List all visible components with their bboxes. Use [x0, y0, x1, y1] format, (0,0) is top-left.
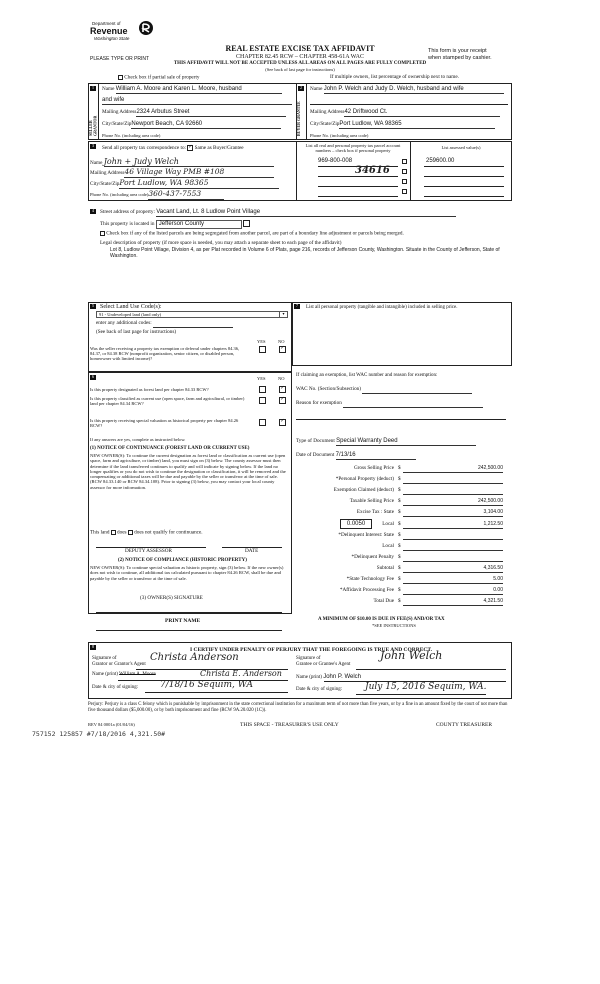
current-use-yes-checkbox[interactable] [259, 397, 266, 404]
tax-row-label: Excise Tax : State [356, 509, 394, 515]
certify-statement: I CERTIFY UNDER PENALTY OF PERJURY THAT THE FOREGOING IS TRUE AND CORRECT. [190, 647, 433, 653]
dollar-sign: $ [398, 543, 401, 549]
grantee-date-label: Date & city of signing: [296, 687, 343, 692]
tax-row-label: Taxable Selling Price [349, 498, 394, 504]
seller-mailing-row [102, 109, 292, 117]
tax-row-value[interactable]: 242,500.00 [403, 466, 503, 473]
land-use-select[interactable] [96, 311, 288, 318]
doc-type-value[interactable]: Special Warranty Deed [336, 438, 476, 446]
doc-type-label: Type of Document [296, 438, 335, 444]
forest-no-checkbox[interactable]: ✓ [280, 386, 285, 391]
dollar-sign: $ [398, 487, 401, 493]
reason-input[interactable] [343, 401, 483, 408]
section-3-number: 3 [92, 143, 94, 148]
current-use-no-checkbox[interactable]: ✓ [280, 397, 285, 402]
parcel-list-header: List all real and personal property tax parcel account numbers – check box if personal property [305, 143, 401, 154]
tax-row [296, 577, 506, 586]
tax-row [296, 466, 506, 475]
tax-row [296, 510, 506, 519]
tax-row [296, 544, 506, 553]
dollar-sign: $ [398, 509, 401, 515]
tax-row-label: Exemption Claimed (deduct) [333, 487, 394, 493]
grantee-sig-label2: Grantee or Grantee's Agent [296, 662, 351, 667]
seller-name-value[interactable]: William A. Moore and Karen L. Moore, husband [116, 86, 282, 94]
tax-row-label: Subtotal [376, 565, 394, 571]
personal-property-checkbox-2[interactable] [402, 169, 407, 174]
send-correspondence-label: Send all property tax correspondence to: [102, 145, 186, 152]
additional-codes-input[interactable] [153, 321, 233, 328]
tax-name-row [90, 157, 294, 167]
historic-yes-checkbox[interactable] [259, 419, 266, 426]
buyer-city-value[interactable]: Port Ludlow, WA 98365 [339, 121, 495, 129]
dollar-sign: $ [398, 465, 401, 471]
no-label-5: NO [278, 339, 285, 344]
deputy-date-label: DATE [245, 548, 259, 554]
located-row [100, 220, 250, 229]
forest-yes-checkbox[interactable] [259, 386, 266, 393]
see-back-header: (See back of last page for instructions) [265, 67, 335, 72]
dept-line3: Washington State [94, 36, 130, 41]
multiple-owners-note: If multiple owners, list percentage of ownership next to name. [330, 74, 459, 80]
tax-row [296, 588, 506, 597]
tax-row-value[interactable]: 242,500.00 [403, 499, 503, 506]
tax-row [296, 522, 506, 531]
tax-row-value[interactable]: 0.00 [403, 588, 503, 595]
buyer-name-row [310, 86, 510, 94]
tax-row-value[interactable]: 4,316.50 [403, 566, 503, 573]
notice2-body: NEW OWNER(S): To continue special valuation as historic property, sign (3) below. If the new owner(s) does not wish to continue, all additional tax calculated pursuant to chapter 84.26 RCW, shall be due and payable by the seller or transferor at the time of sale. [90, 565, 284, 581]
tax-row-value[interactable] [403, 533, 503, 540]
same-as-buyer-label: Same as Buyer/Grantee [194, 145, 244, 152]
please-type: PLEASE TYPE OR PRINT [90, 56, 150, 62]
local-rate-box[interactable]: 0.0050 [340, 519, 372, 529]
dept-line1: Department of [92, 21, 121, 26]
section-7-box [292, 302, 512, 366]
seller-name-label: Name [102, 86, 115, 92]
seller-mailing-label: Mailing Address [102, 109, 137, 115]
dollar-sign: $ [398, 576, 401, 582]
tax-row-value[interactable] [403, 555, 503, 562]
exemption-yes-checkbox[interactable] [259, 346, 266, 353]
receipt-note2: when stamped by cashier. [428, 55, 492, 61]
deputy-assessor-label: DEPUTY ASSESSOR [125, 548, 172, 554]
wac-input[interactable] [362, 387, 472, 394]
partial-sale-row [118, 75, 200, 82]
tax-row-label: *Personal Property (deduct) [335, 476, 394, 482]
buyer-side-label: BUYER GRANTEE [296, 101, 301, 136]
receipt-note1: This form is your receipt [428, 48, 487, 54]
land-use-dropdown-icon: ▾ [279, 312, 287, 317]
tax-row [296, 499, 506, 508]
doc-date-value[interactable]: 7/13/16 [336, 452, 416, 460]
county-select[interactable]: Jefferson County [156, 220, 242, 229]
tax-mailing-row [90, 168, 294, 178]
additional-codes-label: enter any additional codes: [96, 320, 152, 326]
tax-row-label: Gross Selling Price [353, 465, 394, 471]
buyer-mailing-value[interactable]: 42 Driftwood Ct. [344, 109, 500, 117]
tax-city-value[interactable]: Port Ludlow, WA 98365 [119, 179, 279, 189]
seller-phone-label: Phone No. (including area code) [102, 133, 161, 138]
segregated-row [100, 231, 510, 238]
grantor-date-label: Date & city of signing: [92, 685, 139, 690]
tax-row [296, 599, 506, 608]
tax-row-value[interactable] [403, 488, 503, 495]
section-2-number: 2 [300, 85, 302, 90]
legal-label: Legal description of property (if more space is needed, you may attach a separate sheet to each page of the affidavit) [100, 240, 342, 246]
grantor-name-handwritten[interactable]: Christa E. Anderson [200, 669, 282, 678]
section-6-number: 6 [92, 374, 94, 379]
doc-date-row [296, 452, 416, 460]
street-address-row [100, 209, 510, 217]
tax-name-value[interactable]: John + Judy Welch [104, 157, 274, 167]
owner-signature-label: (3) OWNER(S) SIGNATURE [140, 595, 203, 601]
grantee-name-value[interactable]: John P. Welch [323, 674, 362, 680]
tax-row-value[interactable]: 5.00 [403, 577, 503, 584]
segregated-checkbox[interactable] [100, 231, 105, 236]
reason-label: Reason for exemption [296, 400, 342, 406]
section-4-number: 4 [92, 208, 94, 213]
tax-row-value[interactable]: 4,321.50 [403, 599, 503, 606]
exemption-claim-label: If claiming an exemption, list WAC number and reason for exemption: [296, 373, 438, 378]
see-instructions: *SEE INSTRUCTIONS [372, 623, 416, 628]
yes-label-5: YES [257, 339, 266, 344]
see-back-5: (See back of last page for instructions) [96, 329, 177, 335]
grantee-sig-label1: Signature of [296, 656, 321, 661]
seller-name-value2[interactable]: and wife [102, 97, 292, 105]
assessed-header: List assessed value(s) [441, 145, 481, 150]
seller-name-row [102, 86, 292, 94]
perjury-notice: Perjury: Perjury is a class C felony which is punishable by imprisonment in the state correctional institution for a maximum term of not more than five years, or by a fine in an amount fixed by the court of not more than five thousand dollars ($5,000.00), or by both imprisonment and fine (RCW 9A.20.020 (1C)). [88, 702, 508, 713]
does-label: does [117, 529, 127, 536]
forest-question: Is this property designated as forest land per chapter 84.33 RCW? [90, 387, 209, 392]
grantor-sig-label2: Grantor or Grantor's Agent [92, 662, 146, 667]
buyer-city-row [310, 121, 510, 129]
buyer-name-label: Name [310, 86, 323, 92]
dollar-sign: $ [398, 587, 401, 593]
treasurer-space: THIS SPACE - TREASURER'S USE ONLY [240, 722, 339, 728]
revenue-logo-mark [138, 20, 154, 36]
tax-row-label: Local [382, 543, 394, 549]
partial-sale-label: Check box if partial sale of property [124, 74, 200, 81]
current-use-question: Is this property classified as current use (open space, farm and agricultural, or timber) land per chapter 84.34 RCW? [90, 396, 245, 407]
tax-row-value[interactable] [403, 544, 503, 551]
tax-phone-row [90, 190, 294, 200]
if-yes-note: If any answers are yes, complete as instructed below. [90, 437, 186, 442]
county-treasurer: COUNTY TREASURER [436, 722, 493, 728]
tax-row [296, 477, 506, 486]
additional-codes-row [96, 321, 233, 328]
revenue-logo [90, 18, 160, 54]
notice1-title: (1) NOTICE OF CONTINUANCE (FOREST LAND OR CURRENT USE) [90, 446, 250, 451]
wac-row [296, 387, 472, 394]
grantee-date-handwritten[interactable]: July 15, 2016 Sequim, WA. [365, 682, 487, 692]
dollar-sign: $ [398, 532, 401, 538]
does-checkbox[interactable] [111, 530, 116, 535]
doc-type-row [296, 438, 476, 446]
personal-property-list-label: List all personal property (tangible and intangible) included in selling price. [306, 305, 458, 310]
buyer-name-value[interactable]: John P. Welch and Judy D. Welch, husband and wife [324, 86, 504, 94]
exemption-question: Was the seller receiving a property tax exemption or deferral under chapters 84.36, 84.37, or 84.38 RCW (nonprofit organization, senior citizen, or disabled person, homeowner with limited income)? [90, 346, 240, 362]
buyer-phone-label: Phone No. (including area code) [310, 133, 369, 138]
tax-row-label: *Delinquent Interest: State [338, 532, 394, 538]
dept-revenue: Revenue [90, 26, 128, 36]
tax-city-label: City/State/Zip [90, 181, 120, 187]
buyer-city-label: City/State/Zip [310, 121, 340, 127]
grantor-name-struck: William A. Moore [119, 672, 156, 677]
this-land-label: This land [90, 529, 110, 536]
located-label: This property is located in [100, 221, 155, 227]
personal-property-checkbox-1[interactable] [402, 159, 407, 164]
form-title: REAL ESTATE EXCISE TAX AFFIDAVIT [225, 44, 375, 53]
same-as-buyer-checkbox[interactable]: ✓ [188, 145, 193, 150]
continuance-row [90, 530, 203, 537]
tax-row [296, 555, 506, 564]
rev-number: REV 84 0001a (01/04/16) [88, 722, 135, 727]
seller-city-row [102, 121, 292, 129]
doc-date-label: Date of Document [296, 452, 335, 458]
grantor-signature[interactable]: Christa Anderson [150, 652, 239, 663]
tax-row-value[interactable]: 1,212.50 [403, 522, 503, 529]
section-7-number: 7 [296, 303, 298, 308]
tax-row [296, 533, 506, 542]
section-5-number: 5 [92, 303, 94, 308]
tax-mailing-value[interactable]: 46 Village Way PMB #108 [124, 168, 274, 178]
tax-row-label: *Delinquent Penalty [351, 554, 394, 560]
tax-name-label: Name [90, 160, 103, 166]
personal-property-checkbox-3[interactable] [402, 179, 407, 184]
land-use-select-value: 91 - Undeveloped land (land only) [99, 312, 162, 317]
does-not-checkbox[interactable] [128, 530, 133, 535]
tax-row-label: Total Due [373, 598, 394, 604]
not-accepted: THIS AFFIDAVIT WILL NOT BE ACCEPTED UNLESS ALL AREAS ON ALL PAGES ARE FULLY COMPLETED [173, 61, 427, 66]
tax-row-label: *State Technology Fee [346, 576, 394, 582]
grantee-name-row [296, 674, 361, 681]
parcel-handwritten: 34616 [355, 165, 390, 176]
assessed-value-1[interactable]: 259600.00 [426, 158, 455, 164]
print-name-label: PRINT NAME [165, 618, 201, 624]
section-1-number: 1 [92, 85, 94, 90]
county-dropdown-icon[interactable] [243, 220, 250, 227]
tax-row-label: Local [382, 521, 394, 527]
yes-label-6: YES [257, 376, 266, 381]
legal-value[interactable]: Lot 8, Ludlow Point Village, Division 4, as per Plat recorded in Volume 6 of Plats, page 216, records of Jefferson County, Washington. Situate in the County of Jefferson, State of Washington. [110, 247, 500, 259]
tax-row-label: *Affidavit Processing Fee [339, 587, 394, 593]
buyer-mailing-row [310, 109, 510, 117]
historic-no-checkbox[interactable]: ✓ [280, 419, 285, 424]
grantee-name-label: Name (print) [296, 675, 322, 680]
dollar-sign: $ [398, 498, 401, 504]
treasurer-stamp: 757152 125857 #7/18/2016 4,321.50# [32, 730, 166, 738]
form-chapter: CHAPTER 82.45 RCW – CHAPTER 458-61A WAC [236, 54, 364, 60]
send-correspondence-row [102, 145, 294, 152]
grantor-sig-label1: Signature of [92, 656, 117, 661]
land-use-label: Select Land Use Code(s): [100, 304, 288, 312]
tax-row-value[interactable]: 3,104.00 [403, 510, 503, 517]
grantee-signature[interactable]: John Welch [380, 649, 443, 662]
dollar-sign: $ [398, 476, 401, 482]
parcel-number-1[interactable]: 969-800-008 [318, 158, 353, 164]
segregated-label: Check box if any of the listed parcels are being segregated from another parcel, are part of a boundary line adjustment or parcels being merged. [106, 230, 404, 237]
reason-row [296, 401, 483, 408]
seller-side-label: SELLER GRANTOR [88, 115, 98, 136]
section-8-number: 8 [92, 644, 94, 649]
dollar-sign: $ [398, 565, 401, 571]
tax-row [296, 566, 506, 575]
tax-phone-label: Phone No. (including area code) [90, 192, 149, 197]
dollar-sign: $ [398, 598, 401, 604]
seller-city-value[interactable]: Newport Beach, CA 92660 [131, 121, 281, 129]
dollar-sign: $ [398, 521, 401, 527]
buyer-mailing-label: Mailing Address [310, 109, 345, 115]
notice2-title: (2) NOTICE OF COMPLIANCE (HISTORIC PROPERTY) [118, 558, 247, 563]
personal-property-checkbox-4[interactable] [402, 189, 407, 194]
no-label-6: NO [278, 376, 285, 381]
grantor-name-row [92, 672, 156, 678]
seller-mailing-value[interactable]: 2324 Arbutus Street [136, 109, 286, 117]
tax-row [296, 488, 506, 497]
street-address-label: Street address of property: [100, 209, 155, 215]
exemption-no-checkbox[interactable]: ✓ [280, 346, 285, 351]
minimum-note: A MINIMUM OF $10.00 IS DUE IN FEE(S) AND/OR TAX [318, 617, 445, 622]
partial-sale-checkbox[interactable] [118, 75, 123, 80]
grantor-date-handwritten[interactable]: 7/18/16 Sequim, WA [160, 680, 254, 690]
tax-row-value[interactable] [403, 477, 503, 484]
tax-city-row [90, 179, 294, 189]
dollar-sign: $ [398, 554, 401, 560]
qualify-label: qualify for continuance. [152, 529, 203, 536]
does-not-label: does not [134, 529, 152, 536]
notice1-body: NEW OWNER(S): To continue the current designation as forest land or classification as current use (open space, farm and agriculture, or timber) land, you must sign on (3) below. The county assessor must then determine if the land transferred continues to qualify and will indicate by signing below. If the land no longer qualifies or you do not wish to continue the designation or classification, it will be removed and the compensating or additional taxes will be due and payable by the seller or transferor at the time of sale. (RCW 84.33.140 or RCW 84.34.108). Prior to signing (3) below, you may contact your local county assessor for more information. [90, 453, 286, 490]
street-address-value[interactable]: Vacant Land, Lt. 8 Ludlow Point Village [156, 209, 456, 217]
seller-city-label: City/State/Zip [102, 121, 132, 127]
historic-question: Is this property receiving special valuation as historical property per chapter 84.26 RCW? [90, 418, 239, 429]
tax-mailing-label: Mailing Address [90, 170, 125, 176]
wac-label: WAC No. (Section/Subsection) [296, 386, 361, 392]
tax-phone-value[interactable]: 360-437-7553 [148, 190, 224, 200]
grantor-name-label: Name (print) [92, 672, 118, 677]
